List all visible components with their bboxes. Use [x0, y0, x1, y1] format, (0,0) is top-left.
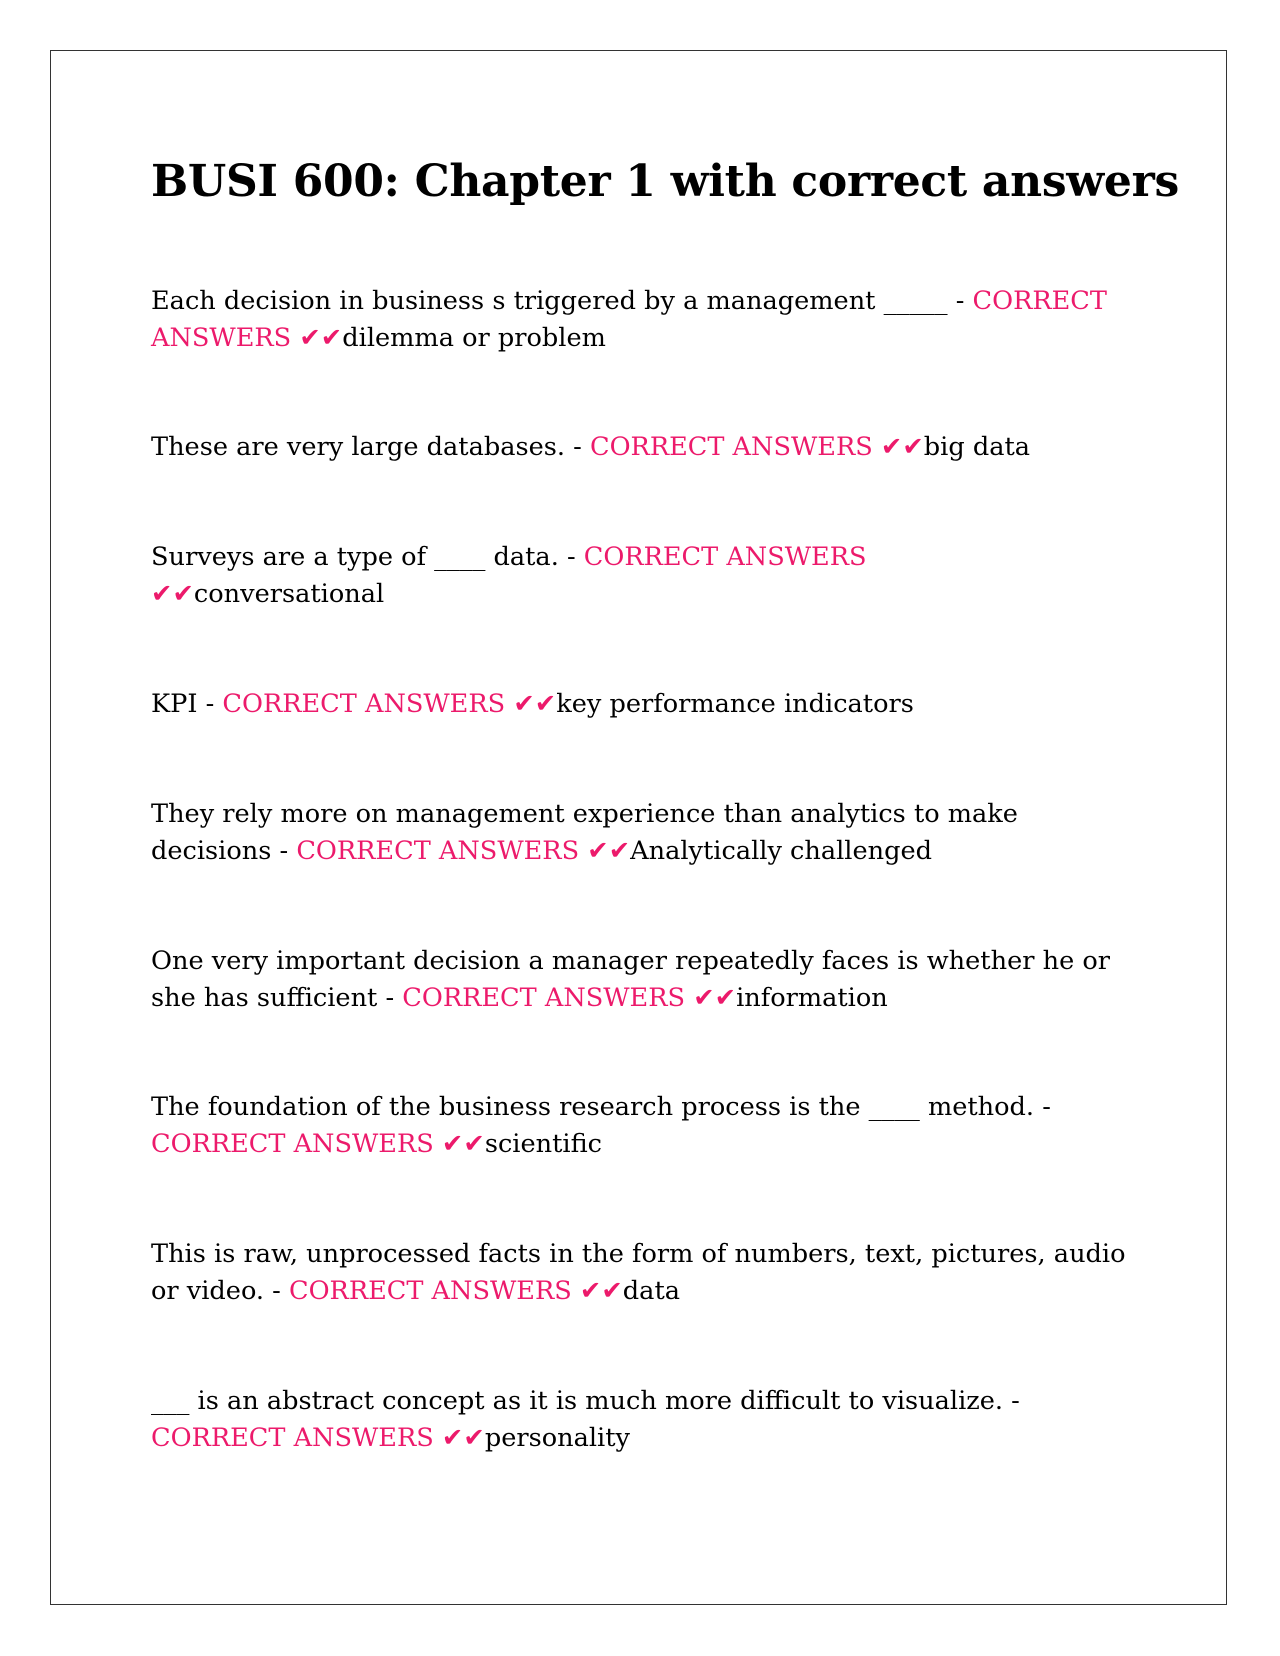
answer-text: Analytically challenged: [630, 836, 933, 866]
checkmark-icon: ✔✔: [441, 1129, 485, 1159]
question-text: ___ is an abstract concept as it is much more difficult to visualize. -: [151, 1386, 1020, 1416]
qa-item-5: [151, 796, 1131, 870]
answer-text: dilemma or problem: [342, 323, 606, 353]
correct-answers-label: CORRECT ANSWERS ✔✔: [151, 1423, 485, 1453]
question-text: KPI -: [151, 689, 215, 719]
checkmark-icon: ✔✔: [579, 1276, 623, 1306]
question-text: The foundation of the business research process is the ____ method. -: [151, 1092, 1051, 1122]
correct-answers-label: CORRECT ANSWERS ✔✔: [402, 983, 737, 1013]
answer-text: personality: [484, 1423, 630, 1453]
qa-item-1: [151, 283, 1131, 357]
correct-answers-label: CORRECT ANSWERS ✔✔: [589, 432, 924, 462]
question-text: Surveys are a type of ____ data. -: [151, 542, 576, 572]
qa-item-3: [151, 539, 1131, 613]
correct-answers-label: CORRECT ANSWERS ✔✔: [222, 689, 557, 719]
qa-item-4: [151, 686, 1131, 723]
correct-answers-label: CORRECT ANSWERS ✔✔: [151, 1129, 485, 1159]
answer-text: scientific: [484, 1129, 602, 1159]
correct-answers-label: CORRECT ANSWERS ✔✔: [288, 1276, 623, 1306]
correct-answers-label: CORRECT ANSWERS ✔✔: [151, 286, 1107, 353]
checkmark-icon: ✔✔: [587, 836, 631, 866]
checkmark-icon: ✔✔: [693, 983, 737, 1013]
checkmark-icon: ✔✔: [151, 579, 194, 609]
qa-item-6: [151, 943, 1131, 1017]
question-text: One very important decision a manager repeatedly faces is whether he or she has sufficient -: [151, 946, 1111, 1013]
question-text: These are very large databases. -: [151, 432, 582, 462]
question-text: Each decision in business s triggered by a management _____ -: [151, 286, 965, 316]
qa-item-8: [151, 1236, 1131, 1310]
question-text: This is raw, unprocessed facts in the form of numbers, text, pictures, audio or video. -: [151, 1239, 1126, 1306]
checkmark-icon: ✔✔: [299, 323, 343, 353]
answer-text: information: [736, 983, 888, 1013]
correct-answers-label: CORRECT ANSWERS ✔✔: [151, 542, 867, 609]
checkmark-icon: ✔✔: [513, 689, 557, 719]
page-title: BUSI 600: Chapter 1 with correct answers: [151, 156, 1179, 207]
checkmark-icon: ✔✔: [441, 1423, 485, 1453]
answer-text: key performance indicators: [556, 689, 914, 719]
qa-item-7: [151, 1089, 1131, 1163]
qa-item-9: [151, 1383, 1131, 1457]
qa-item-2: [151, 429, 1131, 466]
answer-text: data: [622, 1276, 680, 1306]
answer-text: big data: [923, 432, 1031, 462]
correct-answers-label: CORRECT ANSWERS ✔✔: [296, 836, 631, 866]
answer-text: conversational: [193, 579, 385, 609]
question-text: They rely more on management experience than analytics to make decisions -: [151, 799, 1018, 866]
checkmark-icon: ✔✔: [880, 432, 924, 462]
